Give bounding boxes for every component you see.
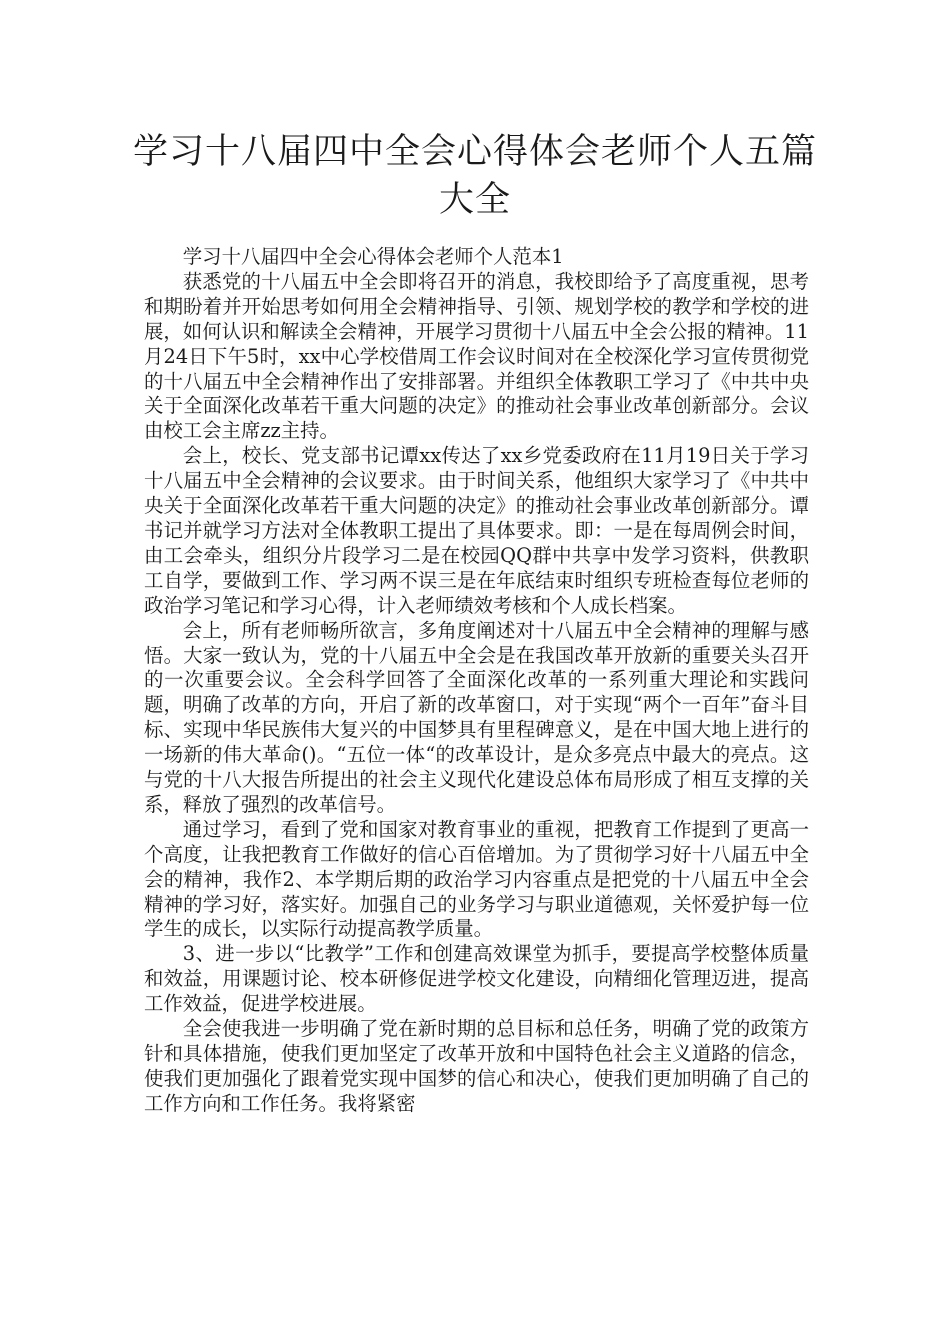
paragraph: 获悉党的十八届五中全会即将召开的消息，我校即给予了高度重视，思考和期盼着并开始思考如何用全会精神指导、引领、规划学校的教学和学校的进展，如何认识和解读全会精神，开展学习贯彻十八届五中全会公报的精神。11月24日下午5时，xx中心学校借周工作会议时间对在全校深化学习宣传贯彻党的十八届五中全会精神作出了安排部署。并组织全体教职工学习了《中共中央关于全面深化改革若干重大问题的决定》的推动社会事业改革创新部分。会议由校工会主席zz主持。 [144, 269, 809, 443]
document-body [144, 245, 809, 1117]
paragraph: 3、进一步以“比教学”工作和创建高效课堂为抓手，要提高学校整体质量和效益，用课题讨论、校本研修促进学校文化建设，向精细化管理迈进，提高工作效益，促进学校进展。 [144, 942, 809, 1016]
paragraph: 会上，所有老师畅所欲言，多角度阐述对十八届五中全会精神的理解与感悟。大家一致认为，党的十八届五中全会是在我国改革开放新的重要关头召开的一次重要会议。全会科学回答了全面深化改革的一系列重大理论和实践问题，明确了改革的方向，开启了新的改革窗口，对于实现“两个一百年”奋斗目标、实现中华民族伟大复兴的中国梦具有里程碑意义，是在中国大地上进行的一场新的伟大革命()。“五位一体“的改革设计，是众多亮点中最大的亮点。这与党的十八大报告所提出的社会主义现代化建设总体布局形成了相互支撑的关系，释放了强烈的改革信号。 [144, 618, 809, 816]
paragraph: 通过学习，看到了党和国家对教育事业的重视，把教育工作提到了更高一个高度，让我把教育工作做好的信心百倍增加。为了贯彻学习好十八届五中全会的精神，我作2、本学期后期的政治学习内容重点是把党的十八届五中全会精神的学习好，落实好。加强自己的业务学习与职业道德观，关怀爱护每一位学生的成长，以实际行动提高教学质量。 [144, 817, 809, 941]
paragraph: 会上，校长、党支部书记谭xx传达了xx乡党委政府在11月19日关于学习十八届五中全会精神的会议要求。由于时间关系，他组织大家学习了《中共中央关于全面深化改革若干重大问题的决定》的推动社会事业改革创新部分。谭书记并就学习方法对全体教职工提出了具体要求。即：一是在每周例会时间，由工会牵头，组织分片段学习二是在校园QQ群中共享中发学习资料，供教职工自学，要做到工作、学习两不误三是在年底结束时组织专班检查每位老师的政治学习笔记和学习心得，计入老师绩效考核和个人成长档案。 [144, 444, 809, 617]
paragraph: 全会使我进一步明确了党在新时期的总目标和总任务，明确了党的政策方针和具体措施，使我们更加坚定了改革开放和中国特色社会主义道路的信念，使我们更加强化了跟着党实现中国梦的信心和决心，使我们更加明确了自己的工作方向和工作任务。我将紧密 [144, 1017, 809, 1115]
section-heading: 学习十八届四中全会心得体会老师个人范本1 [182, 245, 564, 268]
document-title: 学习十八届四中全会心得体会老师个人五篇大全 [132, 132, 817, 220]
